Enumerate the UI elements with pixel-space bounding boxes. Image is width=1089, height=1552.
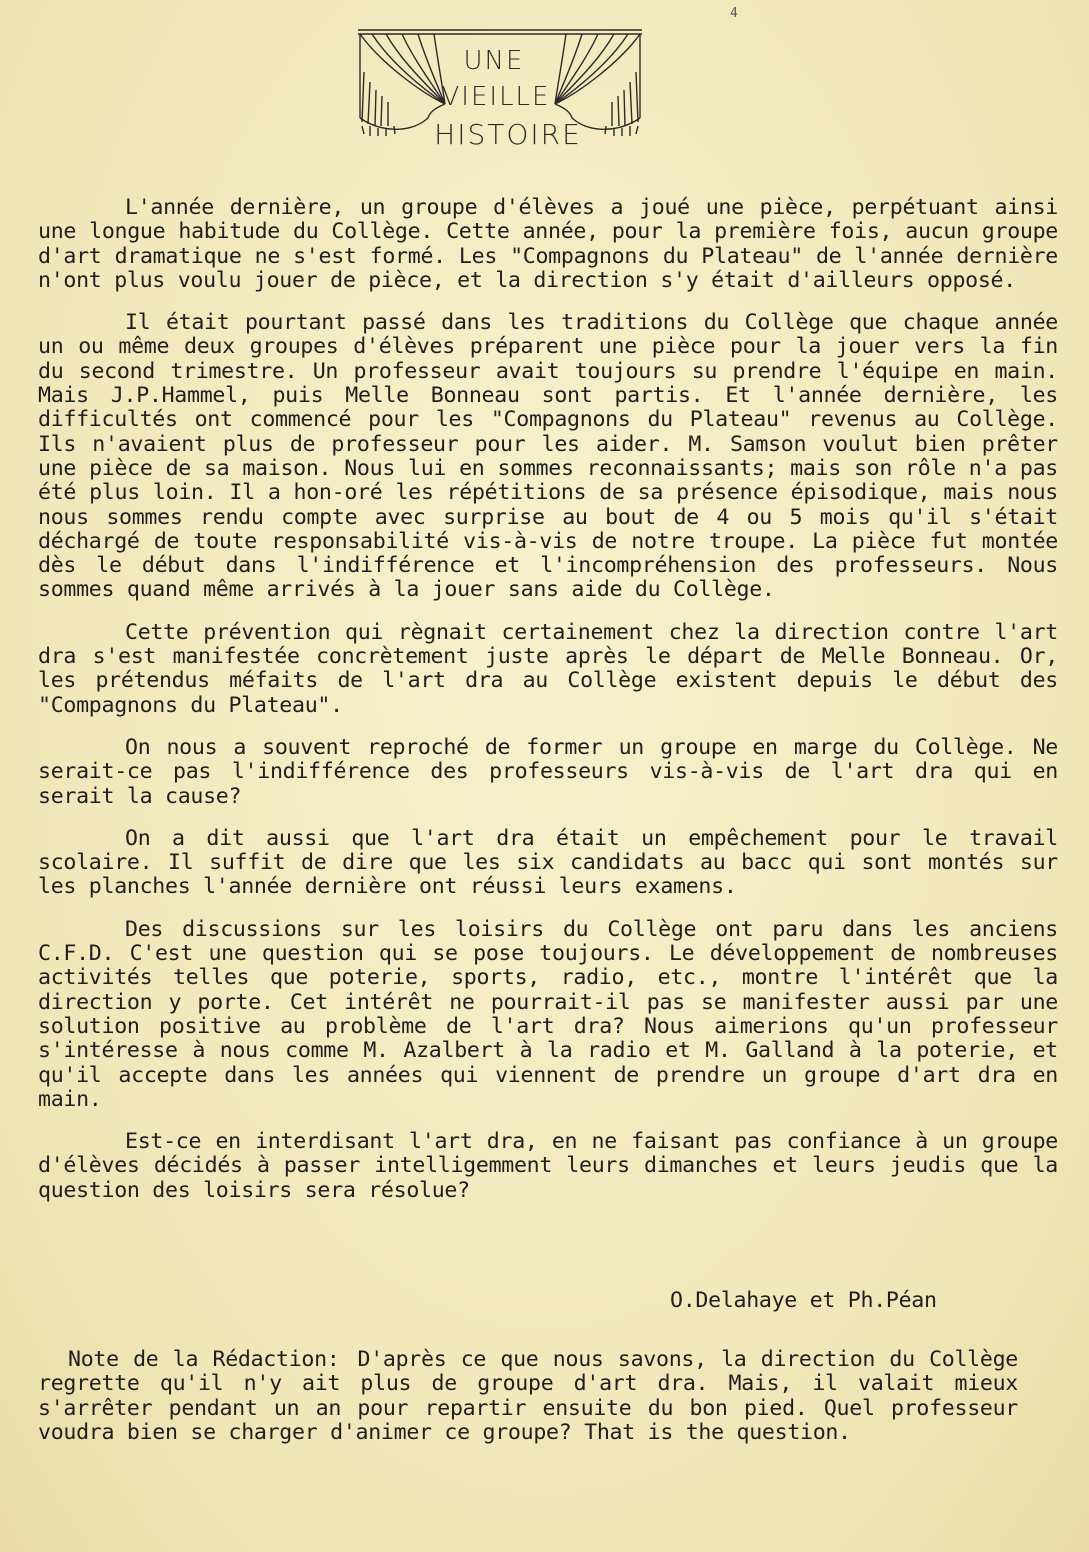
paragraph-6: Des discussions sur les loisirs du Collège ont paru dans les anciens C.F.D. C'est une question qui se pose toujours. Le développement de nombreuses activités telles que poterie, sports, radio, etc., montre l'intérêt que la direction y porte. Cet intérêt ne pourrait-il pas se manifester aussi par une solution positive au problème de l'art dra? Nous aimerions qu'un professeur s'intéresse à nous comme M. Azalbert à la radio et M. Galland à la poterie, et qu'il accepte dans les années qui viennent de prendre un groupe d'art dra en main. [38, 916, 1058, 1112]
paragraph-5: On a dit aussi que l'art dra était un empêchement pour le travail scolaire. Il suffit de dire que les six candidats au bacc qui sont montés sur les planches l'année dernière ont réussi leurs examens. [38, 825, 1058, 900]
paragraph-2: Il était pourtant passé dans les traditions du Collège que chaque année un ou même deux groupes d'élèves préparent une pièce pour la jouer vers la fin du second trimestre. Un professeur avait toujours su prendre l'équipe en main. Mais J.P.Hammel, puis Melle Bonneau sont partis. Et l'année dernière, les difficultés ont commencé pour les "Compagnons du Plateau" revenus au Collège. Ils n'avaient plus de professeur pour les aider. M. Samson voulut bien prêter une pièce de sa maison. Nous lui en sommes reconnaissants; mais son rôle n'a pas été plus loin. Il a hon-oré les répétitions de sa présence épisodique, mais nous nous sommes rendu compte avec surprise au bout de 4 ou 5 mois qu'il s'était déchargé de toute responsabilité vis-à-vis de notre troupe. La pièce fut montée dès le début dans l'indifférence et l'incompréhension des professeurs. Nous sommes quand même arrivés à la jouer sans aide du Collège. [38, 310, 1058, 603]
editor-note-text: D'après ce que nous savons, la direction du Collège regrette qu'il n'y ait plus de groupe d'art dra. Mais, il valait mieux s'arrêter pendant un an pour repartir ensuite du bon pied. Quel professeur voudra bien se charger d'animer ce groupe? That is the question. [38, 1347, 1018, 1445]
paragraph-1: L'année dernière, un groupe d'élèves a joué une pièce, perpétuant ainsi une longue habitude du Collège. Cette année, pour la première fois, aucun groupe d'art dramatique ne s'est formé. Les "Compagnons du Plateau" de l'année dernière n'ont plus voulu jouer de pièce, et la direction s'y était d'ailleurs opposé. [38, 195, 1058, 293]
editor-note [38, 1348, 1018, 1445]
paragraph-7: Est-ce en interdisant l'art dra, en ne faisant pas confiance à un groupe d'élèves décidés à passer intelligemment leurs dimanches et leurs jeudis que la question des loisirs sera résolue? [38, 1129, 1058, 1203]
title-line-3: HISTOIRE [434, 118, 582, 151]
signature: O.Delahaye et Ph.Péan [670, 1288, 937, 1313]
page-mark: 4 [730, 6, 738, 21]
article-body [38, 196, 1058, 1221]
title-block [350, 22, 650, 162]
paragraph-4: On nous a souvent reproché de former un groupe en marge du Collège. Ne serait-ce pas l'indifférence des professeurs vis-à-vis de l'art dra qui en serait la cause? [38, 734, 1058, 809]
title-line-1: UNE [463, 46, 525, 76]
editor-note-label: Note de la Rédaction: [68, 1347, 340, 1372]
paragraph-3: Cette prévention qui règnait certainement chez la direction contre l'art dra s'est manifestée concrètement juste après le départ de Melle Bonneau. Or, les prétendus méfaits de l'art dra au Collège existent depuis le début des "Compagnons du Plateau". [38, 619, 1058, 718]
title-line-2: VIEILLE [441, 82, 551, 112]
